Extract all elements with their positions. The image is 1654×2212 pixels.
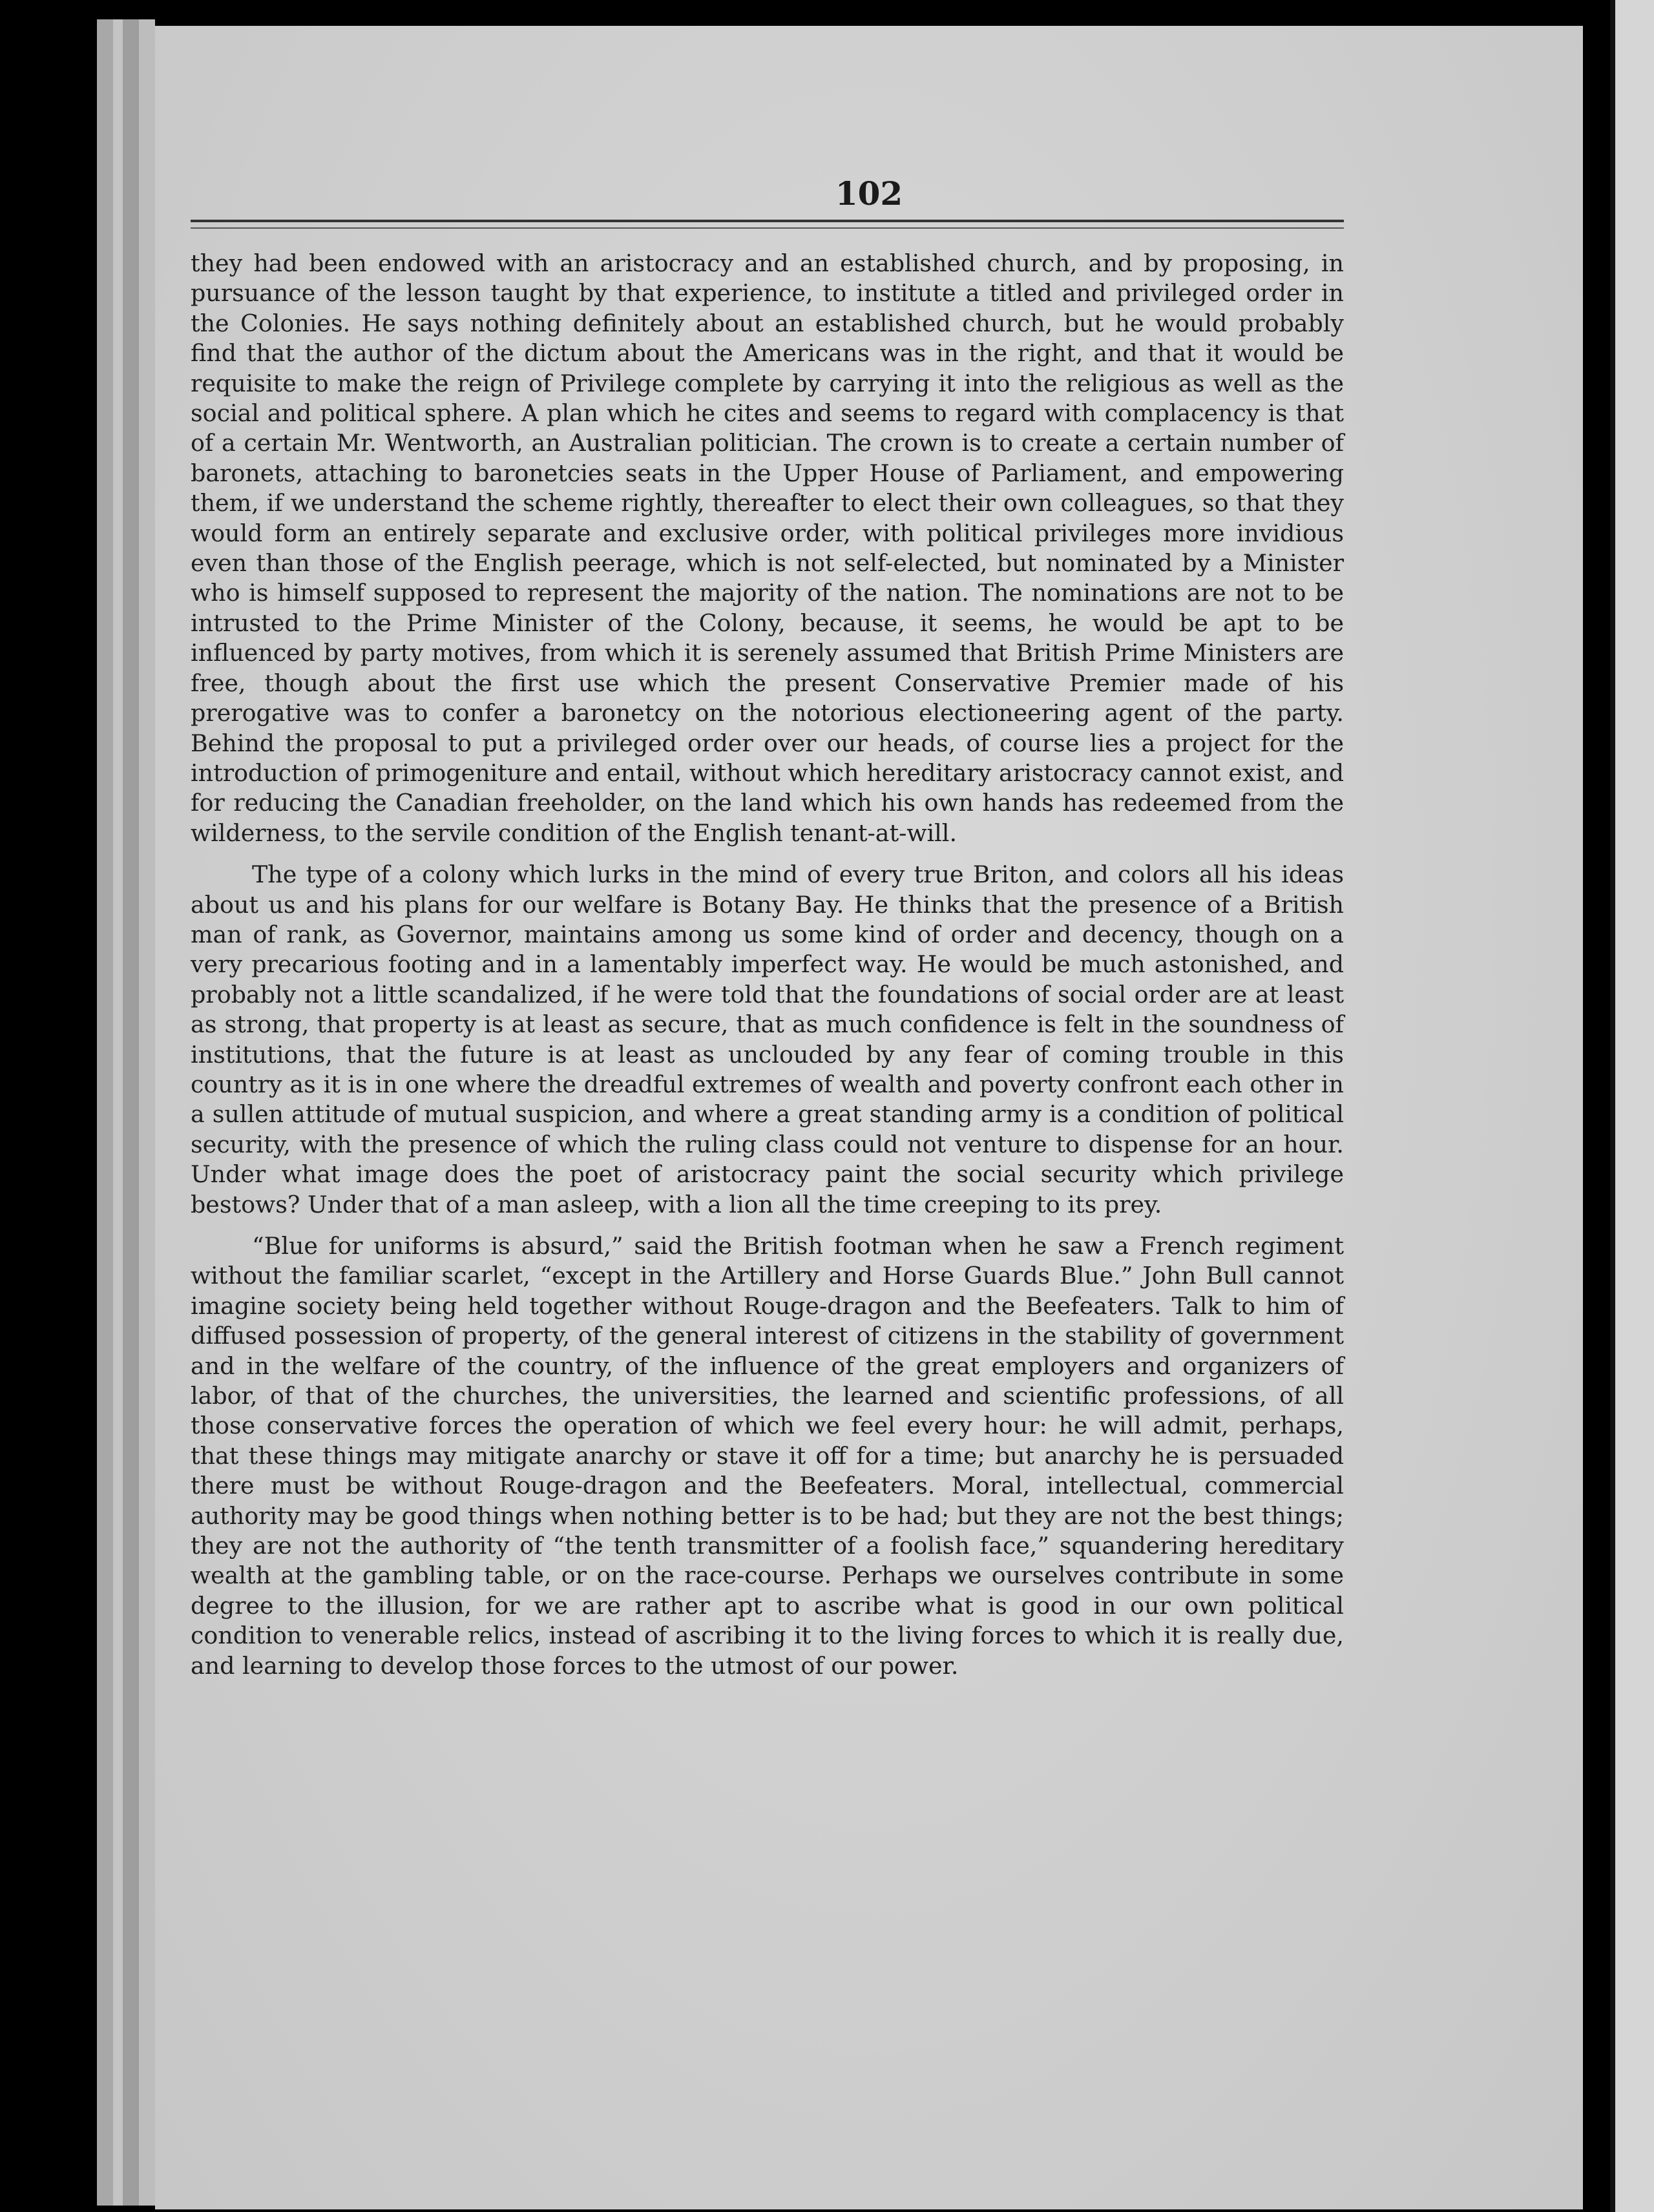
- paragraph: “Blue for uniforms is absurd,” said the British footman when he saw a French regiment without the familiar scarlet, “except in the Artillery and Horse Guards Blue.” John Bull cannot imagine society being held together without Rouge-dragon and the Beefeaters. Talk to him of diffused possession of property, of the general interest of citizens in the stability of government and in the welfare of the country, of the influence of the great employers and organizers of labor, of that of the churches, the universities, the learned and scientific professions, of all those conservative forces the operation of which we feel every hour: he will admit, perhaps, that these things may mitigate anarchy or stave it off for a time; but anarchy he is persuaded there must be without Rouge-dragon and the Beefeaters. Moral, intellectual, commercial authority may be good things when nothing better is to be had; but they are not the best things; they are not the authority of “the tenth transmitter of a foolish face,” squandering hereditary wealth at the gambling table, or on the race-course. Perhaps we ourselves contribute in some degree to the illusion, for we are rather apt to ascribe what is good in our own political condition to venerable relics, instead of ascribing it to the living forces to which it is really due, and learning to develop those forces to the utmost of our power.: [191, 1232, 1344, 1680]
- book-page-edge: [139, 19, 155, 2206]
- adjacent-page: [1610, 0, 1654, 2212]
- paragraph: they had been endowed with an aristocracy and an established church, and by proposing, in pursuance of the lesson taught by that experience, to institute a titled and privileged order in the Colonies. He says nothing definitely about an established church, but he would probably find that the author of the dictum about the Americans was in the right, and that it would be requisite to make the reign of Privilege complete by carrying it into the religious as well as the social and political sphere. A plan which he cites and seems to regard with complacency is that of a certain Mr. Wentworth, an Australian politician. The crown is to create a certain number of baronets, attaching to baronetcies seats in the Upper House of Parliament, and empowering them, if we understand the scheme rightly, thereafter to elect their own colleagues, so that they would form an entirely separate and exclusive order, with political privileges more invidious even than those of the English peerage, which is not self-elected, but nominated by a Minister who is himself supposed to represent the majority of the nation. The nominations are not to be intrusted to the Prime Minister of the Colony, because, it seems, he would be apt to be influenced by party motives, from which it is serenely assumed that British Prime Ministers are free, though about the first use which the present Conservative Premier made of his prerogative was to confer a baronetcy on the notorious electioneering agent of the party. Behind the proposal to put a privileged order over our heads, of course lies a project for the introduction of primogeniture and entail, without which hereditary aristocracy cannot exist, and for reducing the Canadian freeholder, on the land which his own hands has redeemed from the wilderness, to the servile condition of the English tenant-at-will.: [191, 249, 1344, 847]
- page-number: 102: [835, 174, 903, 213]
- header-rule: [191, 220, 1344, 222]
- body-text: [191, 249, 1344, 1693]
- paragraph: The type of a colony which lurks in the mind of every true Briton, and colors all his ideas about us and his plans for our welfare is Botany Bay. He thinks that the presence of a British man of rank, as Governor, maintains among us some kind of order and decency, though on a very precarious footing and in a lamentably imperfect way. He would be much astonished, and probably not a little scandalized, if he were told that the foundations of social order are at least as strong, that property is at least as secure, that as much confidence is felt in the soundness of institutions, that the future is at least as unclouded by any fear of coming trouble in this country as it is in one where the dreadful extremes of wealth and poverty confront each other in a sullen attitude of mutual suspicion, and where a great standing army is a condition of political security, with the presence of which the ruling class could not venture to dispense for an hour. Under what image does the poet of aristocracy paint the social security which privilege bestows? Under that of a man asleep, with a lion all the time creeping to its prey.: [191, 861, 1344, 1218]
- header-rule-thin: [191, 227, 1344, 229]
